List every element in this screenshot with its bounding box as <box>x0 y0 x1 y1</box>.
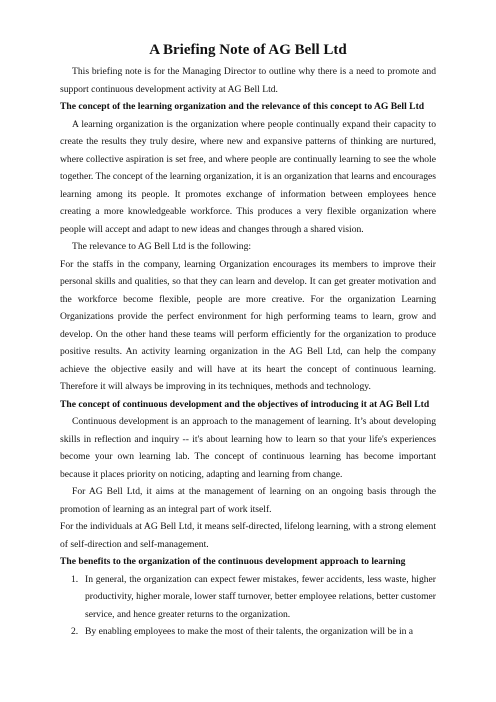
section-heading-learning-organization: The concept of the learning organization and the relevance of this concept to AG Bell Ltd <box>60 101 425 112</box>
list-item-number: 1. <box>71 573 79 585</box>
relevance-paragraph: For the staffs in the company, learning Organization encourages its members to improve their personal skills and qualities, so that they can learn and develop. It can get greater motivation and the workforce become flexible, people are more creative. For the organization Learning Organizations provide the perfect environment for high performing teams to learn, grow and develop. On the other hand these teams will perform efficiently for the organization to produce positive results. An activity learning organization in the AG Bell Ltd, can help the company achieve the objective easily and will have at its heart the concept of continuous learning. Therefore it will always be improving in its techniques, methods and technology. <box>60 258 436 392</box>
list-item-text: In general, the organization can expect fewer mistakes, fewer accidents, less waste, higher productivity, higher morale, lower staff turnover, better employee relations, better customer service, and hence greater returns to the organization. <box>85 573 437 620</box>
list-item <box>60 623 436 641</box>
relevance-intro-paragraph: The relevance to AG Bell Ltd is the following: <box>72 241 252 252</box>
individuals-paragraph: For the individuals at AG Bell Ltd, it means self-directed, lifelong learning, with a strong element of self-direction and self-management. <box>60 521 436 550</box>
continuous-development-paragraph: Continuous development is an approach to the management of learning. It’s about developing skills in reflection and inquiry -- it's about learning how to learn so that your life's experiences become your own learning lab. The concept of continuous learning has become important because it places priority on noticing, adapting and learning from change. <box>60 416 436 480</box>
list-item <box>60 571 436 624</box>
list-item-number: 2. <box>71 626 79 637</box>
section-heading-continuous-development: The concept of continuous development and the objectives of introducing it at AG Bell Ltd <box>60 398 430 410</box>
intro-paragraph: This briefing note is for the Managing Director to outline why there is a need to promote and support continuous development activity at AG Bell Ltd. <box>60 66 436 95</box>
document-title: A Briefing Note of AG Bell Ltd <box>149 42 347 58</box>
section-heading-benefits: The benefits to the organization of the continuous development approach to learning <box>60 556 406 567</box>
benefits-list <box>60 571 436 641</box>
learning-organization-paragraph: A learning organization is the organization where people continually expand their capacity to create the results they truly desire, where new and expansive patterns of thinking are nurtured, where collective aspiration is set free, and where people are continually learning to see the whole together. The concept of the learning organization, it is an organization that learns and encourages learning among its people. It promotes exchange of information between employees hence creating a more knowledgeable workforce. This produces a very flexible organization where people will accept and adapt to new ideas and changes through a shared vision. <box>60 118 436 235</box>
ag-bell-aim-paragraph: For AG Bell Ltd, it aims at the management of learning on an ongoing basis through the promotion of learning as an integral part of work itself. <box>60 486 436 515</box>
list-item-text: By enabling employees to make the most of their talents, the organization will be in a <box>85 626 414 637</box>
